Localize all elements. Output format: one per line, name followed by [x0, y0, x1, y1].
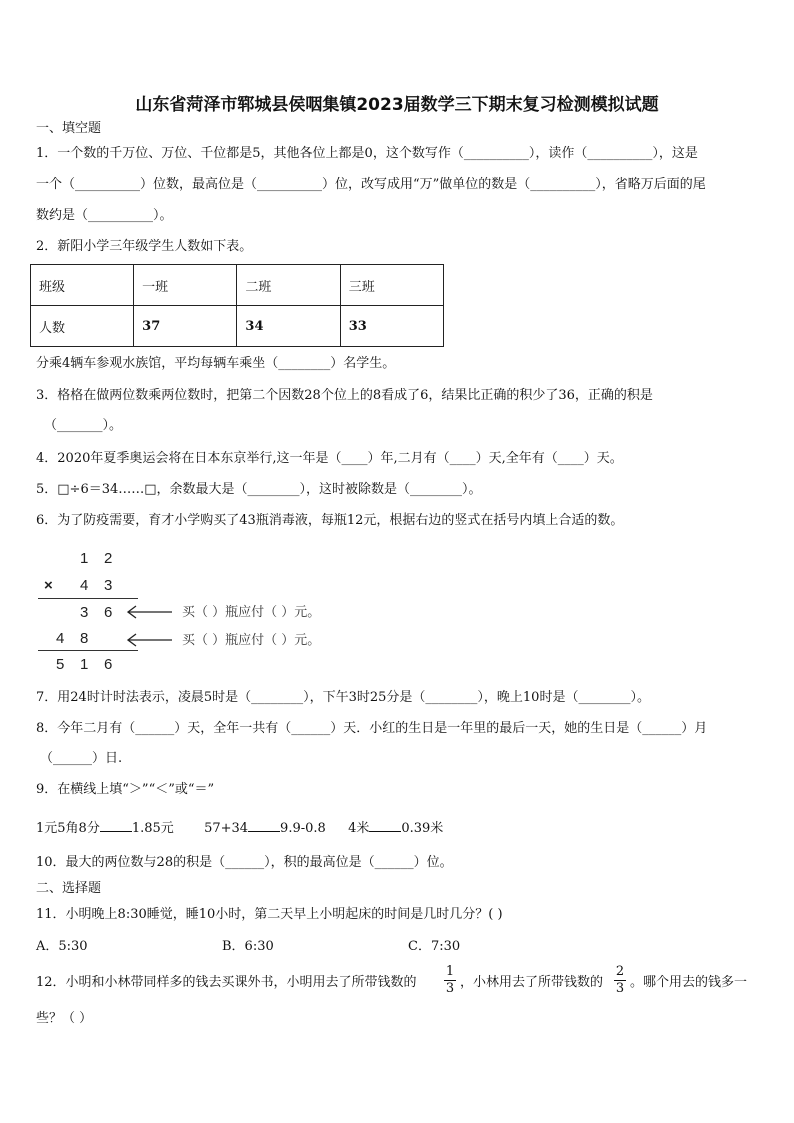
multiplier-digit: 4: [80, 577, 89, 594]
question-12-part-1: 12．小明和小林带同样多的钱去买课外书，小明用去了所带钱数的: [36, 975, 417, 990]
comparison-left: 1元5角8分: [36, 821, 100, 836]
table-header-cell: 班级: [31, 265, 134, 306]
multiplier-digit: 3: [104, 577, 113, 594]
table-row: [31, 306, 444, 347]
comparison-left: 4米: [348, 821, 370, 836]
question-7: 7．用24时计时法表示，凌晨5时是（________），下午3时25分是（________），晚上10时是（________）。: [36, 690, 650, 705]
question-12-part-2: ，小林用去了所带钱数的: [460, 975, 604, 990]
question-4: 4．2020年夏季奥运会将在日本东京举行,这一年是（____）年,二月有（____）天,全年有（____）天。: [36, 451, 623, 466]
question-8-line-1: 8．今年二月有（______）天，全年一共有（______）天．小红的生日是一年里的最后一天，她的生日是（______）月: [36, 721, 708, 736]
question-1-line-2: 一个（__________）位数，最高位是（__________）位，改写成用“万”做单位的数是（__________），省略万后面的尾: [36, 177, 706, 192]
product-digit: 5: [56, 656, 65, 673]
table-header-cell: 三班: [340, 265, 443, 306]
section-fill-heading: 一、填空题: [36, 121, 102, 136]
question-6-text: 6．为了防疫需要，育才小学购买了43瓶消毒液，每瓶12元，根据右边的竖式在括号内填上合适的数。: [36, 513, 624, 528]
question-3-line-1: 3．格格在做两位数乘两位数时，把第二个因数28个位上的8看成了6，结果比正确的积少了36，正确的积是: [36, 388, 653, 403]
comparison-left: 57+34: [204, 821, 249, 836]
table-cell: 人数: [31, 306, 134, 347]
comparison-right: 0.39米: [401, 821, 444, 836]
comparison-right: 1.85元: [131, 821, 174, 836]
multiplicand-digit: 2: [104, 550, 113, 567]
multiplicand-digit: 1: [80, 550, 89, 567]
question-3-line-2: （_______）。: [44, 418, 123, 433]
table-cell: 34: [237, 306, 340, 347]
times-sign: ×: [44, 577, 53, 594]
left-arrow-icon: [124, 632, 174, 648]
multiplication-rule: [38, 598, 138, 599]
question-1-line-1: 1．一个数的千万位、万位、千位都是5，其他各位上都是0，这个数写作（__________），读作（__________），这是: [36, 146, 698, 161]
partial-product-digit: 3: [80, 604, 89, 621]
question-1-line-3: 数约是（__________）。: [36, 208, 173, 223]
option-a: A．5:30: [36, 939, 88, 954]
question-5: 5．□÷6＝34……□，余数最大是（________），这时被除数是（________）。: [36, 482, 482, 497]
product-digit: 1: [80, 656, 89, 673]
partial-product-digit: 6: [104, 604, 113, 621]
left-arrow-icon: [124, 604, 174, 620]
fraction-one-third: [444, 965, 456, 996]
partial-product-digit: 8: [80, 630, 89, 647]
student-count-table: [30, 264, 444, 347]
question-12-part-3: 。哪个用去的钱多一: [630, 975, 748, 990]
product-digit: 6: [104, 656, 113, 673]
table-cell: 37: [134, 306, 237, 347]
table-cell: 33: [340, 306, 443, 347]
partial-product-digit: 4: [56, 630, 65, 647]
question-8-line-2: （______）日.: [40, 751, 123, 766]
option-c: C．7:30: [408, 939, 461, 954]
fraction-numerator: 2: [615, 964, 625, 979]
question-9-intro: 9．在横线上填“＞”“＜”或“＝”: [36, 782, 215, 797]
answer-blank: [248, 820, 280, 832]
question-2-intro: 2．新阳小学三年级学生人数如下表。: [36, 239, 253, 254]
option-b: B．6:30: [222, 939, 274, 954]
table-row: [31, 265, 444, 306]
question-9-comparisons: [36, 820, 443, 837]
answer-blank: [369, 820, 401, 832]
fraction-denominator: 3: [615, 981, 625, 996]
multiplication-rule: [38, 650, 138, 651]
question-10: 10．最大的两位数与28的积是（______），积的最高位是（______）位。: [36, 855, 453, 870]
fraction-numerator: 1: [445, 964, 455, 979]
table-header-cell: 二班: [237, 265, 340, 306]
fraction-denominator: 3: [445, 981, 455, 996]
comparison-right: 9.9-0.8: [280, 821, 326, 836]
partial-product-note: 买（ ）瓶应付（ ）元。: [182, 633, 321, 648]
partial-product-note: 买（ ）瓶应付（ ）元。: [182, 605, 321, 620]
section-choice-heading: 二、选择题: [36, 881, 102, 896]
question-12-line-2: 些？（ ）: [36, 1011, 93, 1026]
question-2-followup: 分乘4辆车参观水族馆，平均每辆车乘坐（________）名学生。: [36, 356, 396, 371]
question-11: 11．小明晚上8:30睡觉，睡10小时，第二天早上小明起床的时间是几时几分？( ): [36, 907, 503, 922]
fraction-two-thirds: [614, 965, 626, 996]
answer-blank: [100, 820, 132, 832]
page-title: 山东省菏泽市郓城县侯咽集镇2023届数学三下期末复习检测模拟试题: [135, 95, 659, 115]
table-header-cell: 一班: [134, 265, 237, 306]
